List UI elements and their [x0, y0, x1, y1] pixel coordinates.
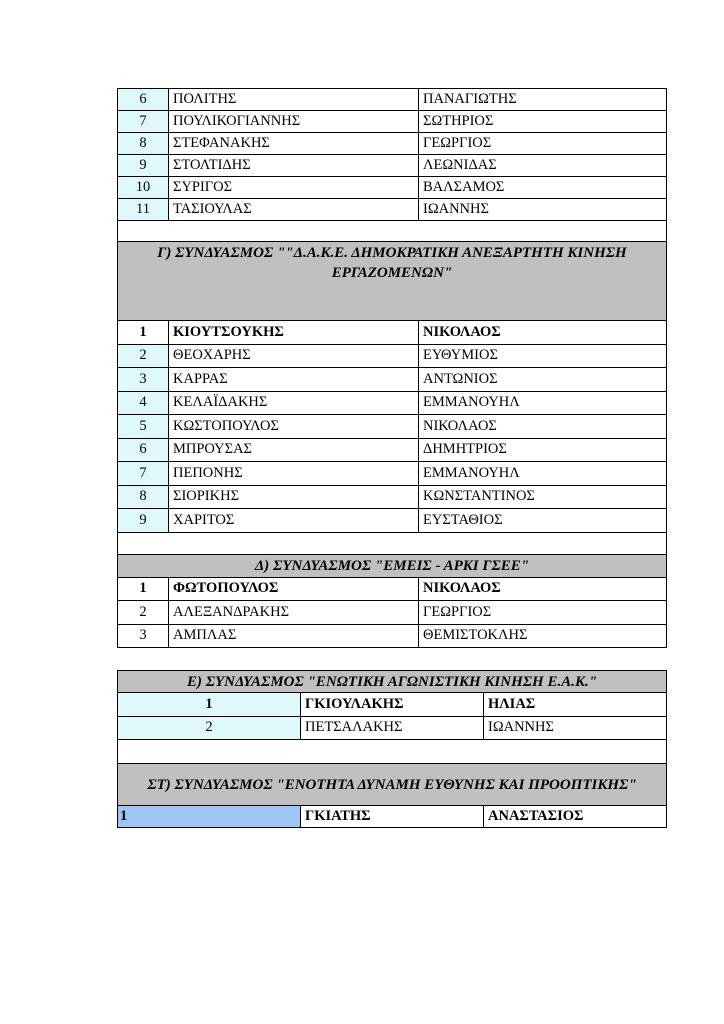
table-row: 6 ΠΟΛΙΤΗΣ ΠΑΝΑΓΙΩΤΗΣ: [118, 89, 667, 111]
table-row: 11 ΤΑΣΙΟΥΛΑΣ ΙΩΑΝΝΗΣ: [118, 199, 667, 221]
section-title: ΣΤ) ΣΥΝΔΥΑΣΜΟΣ "ΕΝΟΤΗΤΑ ΔΥΝΑΜΗ ΕΥΘΥΝΗΣ ΚΑΙ ΠΡΟΟΠΤΙΚΗΣ": [118, 764, 667, 806]
blank-row: [118, 532, 667, 554]
table-row: 9 ΣΤΟΛΤΙΔΗΣ ΛΕΩΝΙΔΑΣ: [118, 155, 667, 177]
table-row: 10 ΣΥΡΙΓΟΣ ΒΑΛΣΑΜΟΣ: [118, 177, 667, 199]
section-header-st: [118, 764, 667, 806]
section-header-e: [118, 671, 667, 693]
blank-row: [118, 740, 667, 764]
table-row: 1 ΓΚΙΟΥΛΑΚΗΣ ΗΛΙΑΣ: [118, 693, 667, 717]
table-row: 1 ΓΚΙΑΤΗΣ ΑΝΑΣΤΑΣΙΟΣ: [118, 806, 667, 828]
table-row: 7 ΠΕΠΟΝΗΣ ΕΜΜΑΝΟΥΗΛ: [118, 462, 667, 486]
table-row: 3 ΑΜΠΛΑΣ ΘΕΜΙΣΤΟΚΛΗΣ: [118, 624, 667, 648]
table-row: 6 ΜΠΡΟΥΣΑΣ ΔΗΜΗΤΡΙΟΣ: [118, 438, 667, 462]
table-row: 5 ΚΩΣΤΟΠΟΥΛΟΣ ΝΙΚΟΛΑΟΣ: [118, 415, 667, 439]
table-row: 8 ΣΙΟΡΙΚΗΣ ΚΩΝΣΤΑΝΤΙΝΟΣ: [118, 485, 667, 509]
table-row: 2 ΠΕΤΣΑΛΑΚΗΣ ΙΩΑΝΝΗΣ: [118, 716, 667, 740]
section-title: Δ) ΣΥΝΔΥΑΣΜΟΣ "ΕΜΕΙΣ - ΑΡΚΙ ΓΣΕΕ": [118, 554, 667, 577]
candidates-table-1: [117, 88, 667, 648]
table-row: 2 ΑΛΕΞΑΝΔΡΑΚΗΣ ΓΕΩΡΓΙΟΣ: [118, 601, 667, 625]
table-row: 1 ΦΩΤΟΠΟΥΛΟΣ ΝΙΚΟΛΑΟΣ: [118, 577, 667, 601]
table-row: 1 ΚΙΟΥΤΣΟΥΚΗΣ ΝΙΚΟΛΑΟΣ: [118, 321, 667, 345]
table-row: 8 ΣΤΕΦΑΝΑΚΗΣ ΓΕΩΡΓΙΟΣ: [118, 133, 667, 155]
table-row: 3 ΚΑΡΡΑΣ ΑΝΤΩΝΙΟΣ: [118, 368, 667, 392]
section-title: Ε) ΣΥΝΔΥΑΣΜΟΣ "ΕΝΩΤΙΚΗ ΑΓΩΝΙΣΤΙΚΗ ΚΙΝΗΣΗ Ε.Α.Κ.": [118, 671, 667, 693]
table-row: 2 ΘΕΟΧΑΡΗΣ ΕΥΘΥΜΙΟΣ: [118, 344, 667, 368]
section-header-g: [118, 242, 667, 321]
table-row: 7 ΠΟΥΛΙΚΟΓΙΑΝΝΗΣ ΣΩΤΗΡΙΟΣ: [118, 111, 667, 133]
candidates-table-2: [117, 670, 667, 828]
blank-row: [118, 221, 667, 242]
section-header-d: [118, 554, 667, 577]
table-row: 9 ΧΑΡΙΤΟΣ ΕΥΣΤΑΘΙΟΣ: [118, 509, 667, 533]
table-row: 4 ΚΕΛΑΪΔΑΚΗΣ ΕΜΜΑΝΟΥΗΛ: [118, 391, 667, 415]
section-title: Γ) ΣΥΝΔΥΑΣΜΟΣ ""Δ.Α.Κ.Ε. ΔΗΜΟΚΡΑΤΙΚΗ ΑΝΕΞΑΡΤΗΤΗ ΚΙΝΗΣΗ ΕΡΓΑΖΟΜΕΝΩΝ": [118, 242, 667, 321]
